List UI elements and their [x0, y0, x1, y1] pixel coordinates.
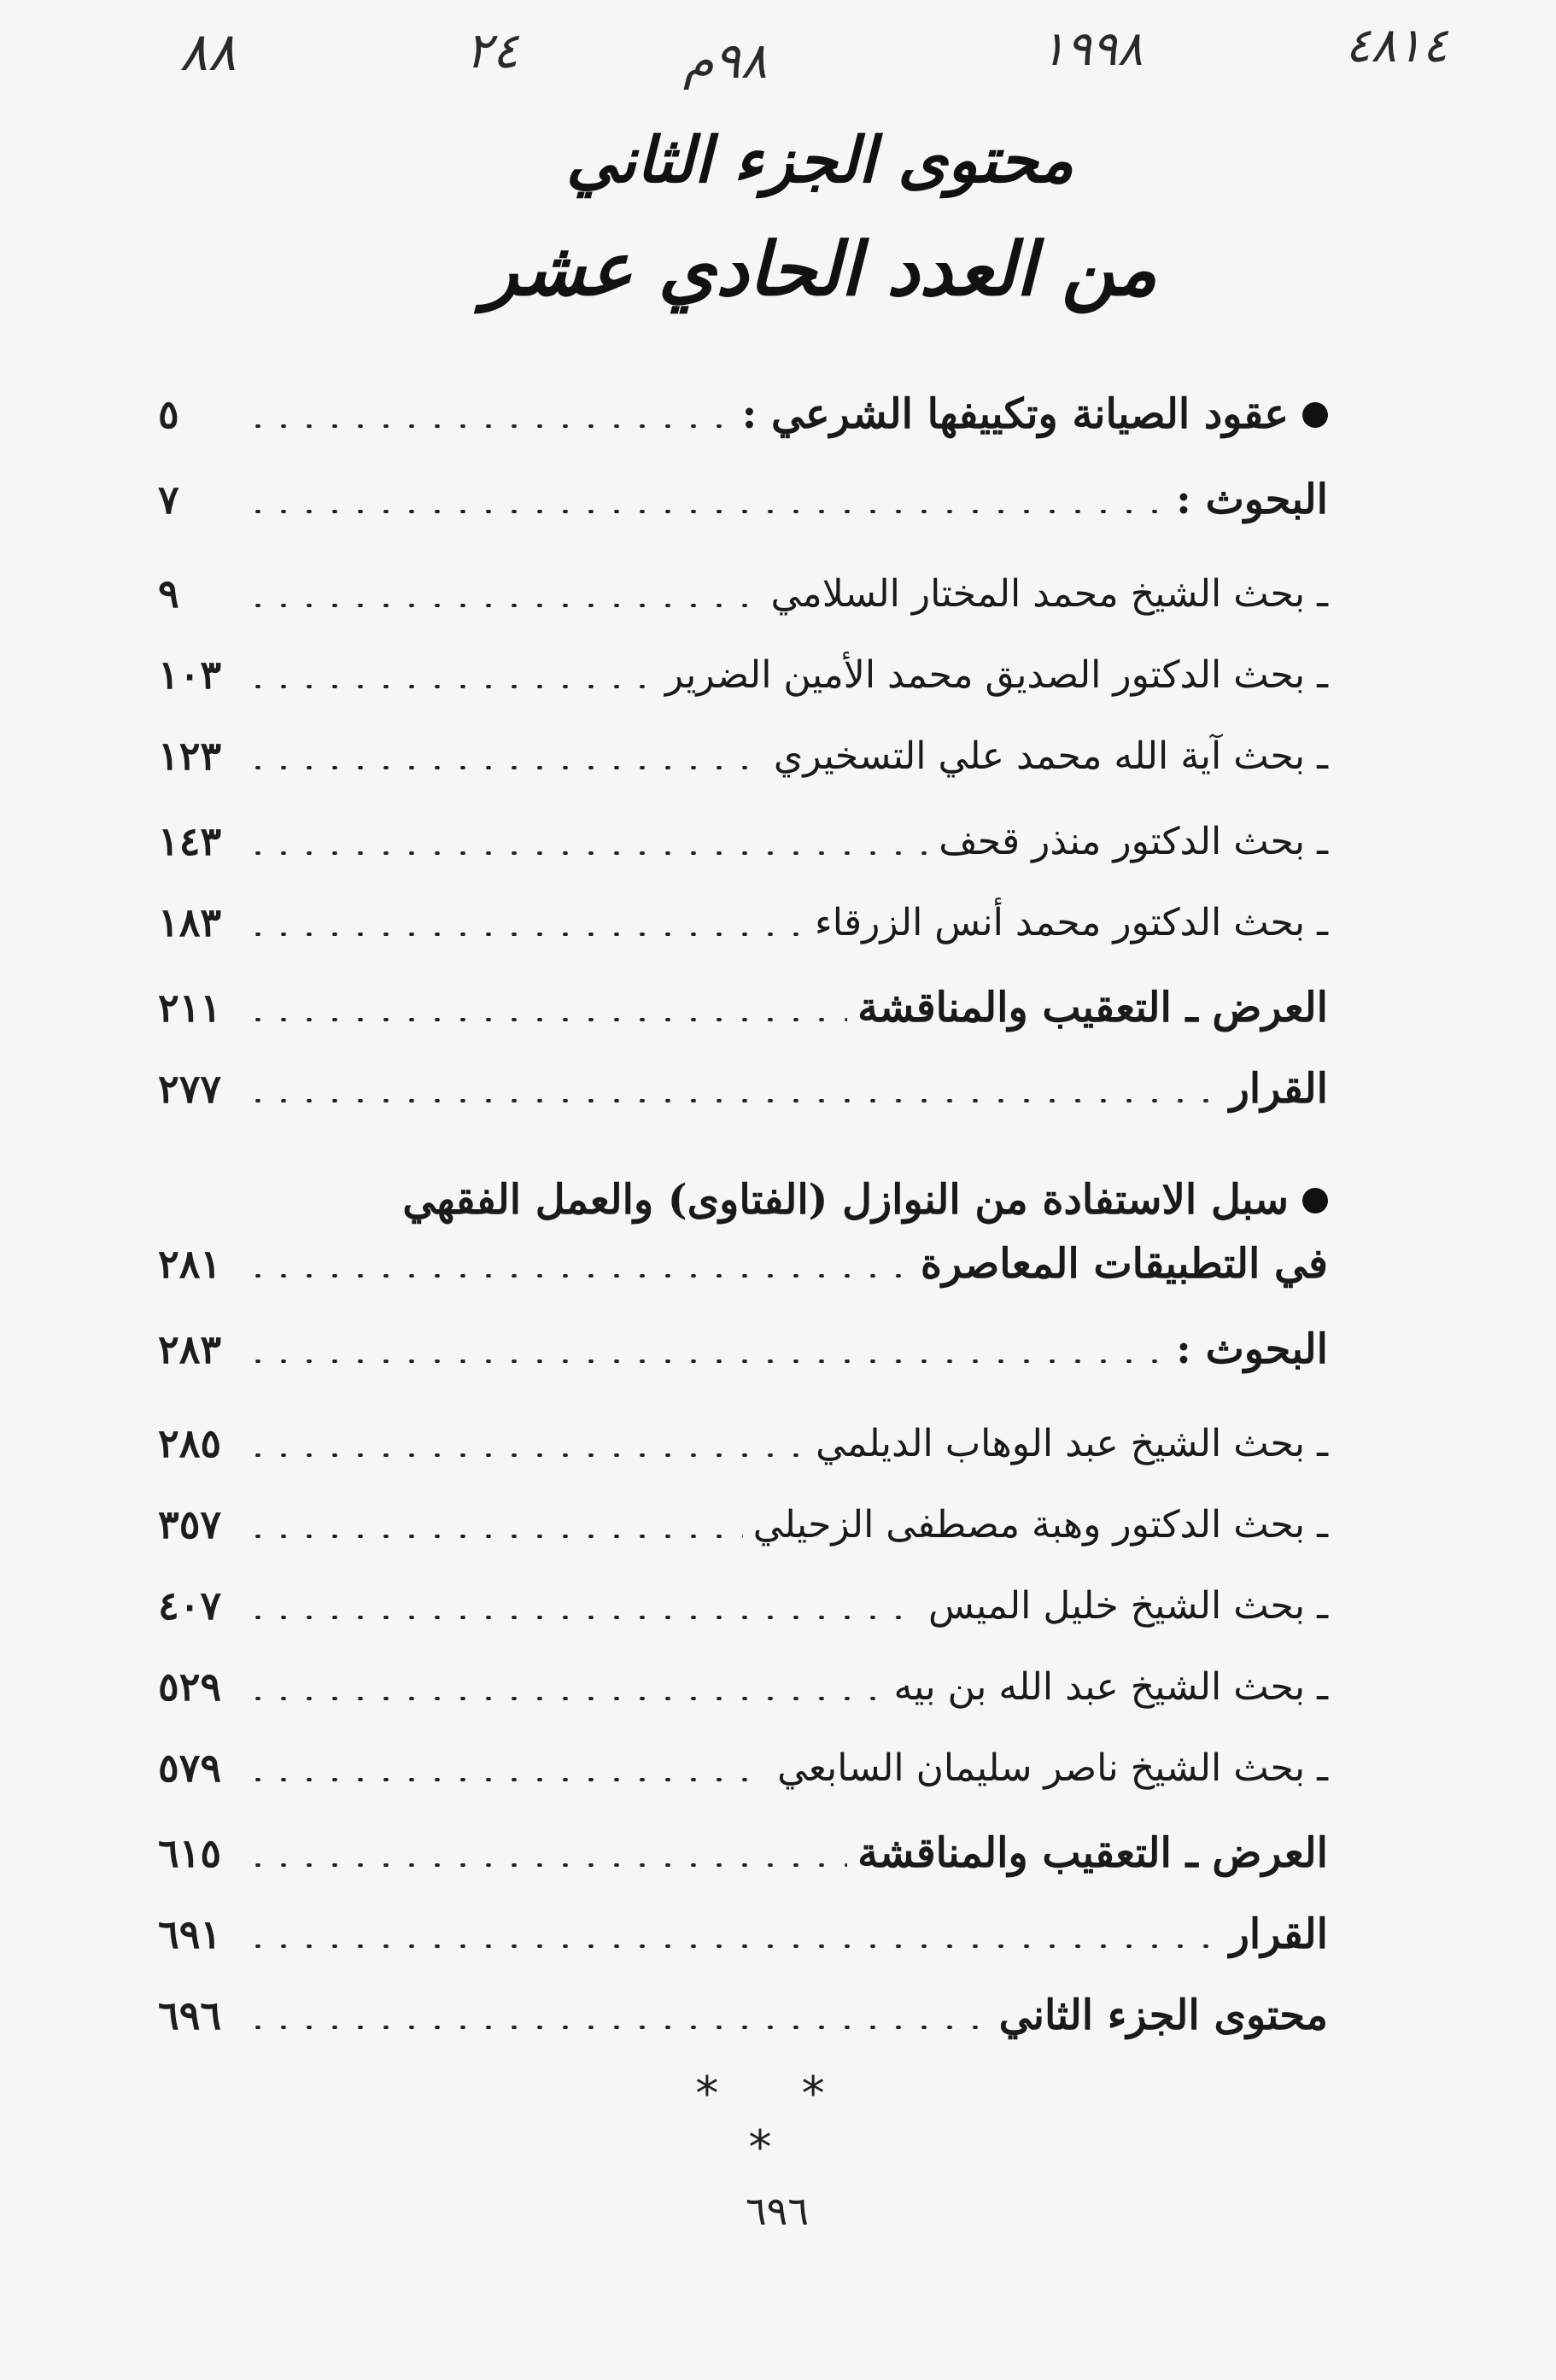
dot-leader — [245, 1453, 805, 1457]
toc-entry-text: البحوث : — [1176, 476, 1328, 523]
toc-entry-page: ٢٧٧ — [158, 1066, 222, 1112]
toc-entry-text: العرض ـ التعقيب والمناقشة — [857, 984, 1328, 1032]
toc-entry — [158, 1055, 1328, 1123]
toc-entry — [158, 1230, 1328, 1298]
toc-entry-title — [857, 984, 1328, 1032]
dot-leader — [245, 1535, 743, 1538]
toc-entry-title — [928, 1584, 1328, 1628]
toc-entry-page: ٢٨٣ — [158, 1326, 222, 1372]
toc-entry-title — [815, 901, 1328, 944]
dot-leader — [245, 1099, 1220, 1102]
toc-entry-page: ٢٨١ — [158, 1241, 222, 1287]
toc-entry-text: في التطبيقات المعاصرة — [920, 1240, 1328, 1288]
toc-entry — [158, 559, 1328, 628]
dot-leader — [245, 2026, 989, 2029]
dot-leader — [245, 1274, 910, 1278]
toc-entry-text: ـ بحث الدكتور وهبة مصطفى الزحيلي — [752, 1502, 1328, 1547]
page-title-line-1: محتوى الجزء الثاني — [565, 124, 1074, 197]
dot-leader — [245, 1697, 884, 1700]
toc-entry-text: سبل الاستفادة من النوازل (الفتاوى) والعمل الفقهي — [402, 1176, 1289, 1224]
dot-leader — [245, 933, 804, 936]
toc-entry-title — [742, 390, 1328, 438]
toc-entry-text: ـ بحث الدكتور الصديق محمد الأمين الضرير — [664, 652, 1328, 697]
toc-entry — [158, 722, 1328, 790]
page-title-line-2: من العدد الحادي عشر — [483, 226, 1157, 313]
toc-entry-text: ـ بحث آية الله محمد علي التسخيري — [773, 734, 1328, 778]
toc-entry-text: ـ بحث الشيخ خليل الميس — [927, 1583, 1328, 1628]
toc-entry-title — [774, 734, 1328, 778]
toc-entry-page: ٢٨٥ — [158, 1420, 222, 1466]
dot-leader — [245, 1778, 767, 1781]
toc-entry-page: ٥٢٩ — [158, 1664, 222, 1710]
toc-entry-title — [1230, 1910, 1328, 1958]
dot-leader — [245, 1863, 847, 1867]
dot-leader — [245, 1360, 1166, 1363]
toc-entry-text: القرار — [1229, 1065, 1328, 1113]
toc-entry-page: ١٢٣ — [158, 733, 222, 779]
toc-entry — [158, 380, 1328, 448]
toc-entry-text: ـ بحث الشيخ عبد الوهاب الديلمي — [816, 1421, 1328, 1465]
dot-leader — [245, 1018, 847, 1021]
toc-entry — [158, 1819, 1328, 1887]
handwritten-note-2: ٢٤ — [465, 21, 519, 79]
dot-leader — [245, 685, 655, 688]
toc-entry-text: القرار — [1229, 1910, 1328, 1958]
dot-leader — [245, 1210, 392, 1213]
toc-entry-title — [894, 1665, 1329, 1709]
toc-entry-page: ٥ — [158, 391, 179, 437]
toc-entry-text: محتوى الجزء الثاني — [998, 1991, 1328, 2039]
toc-entry — [158, 888, 1328, 956]
toc-entry-page: ٧ — [158, 477, 179, 523]
toc-entry-title — [770, 572, 1328, 616]
toc-entry-page: ١٤٣ — [158, 818, 222, 864]
handwritten-note-1: ٨٨ — [179, 20, 237, 83]
dot-leader — [245, 510, 1166, 513]
toc-entry-page: ٩ — [158, 570, 179, 617]
toc-entry — [158, 807, 1328, 875]
dot-leader — [245, 424, 732, 428]
toc-entry-title — [816, 1422, 1328, 1465]
dot-leader — [245, 766, 763, 769]
dot-leader — [245, 1616, 918, 1619]
toc-entry-title — [1176, 476, 1328, 523]
toc-entry — [158, 1166, 1328, 1234]
toc-entry-text: ـ بحث الدكتور محمد أنس الزرقاء — [815, 900, 1328, 944]
handwritten-note-5: ٤٨١٤ — [1345, 18, 1448, 73]
toc-entry-text: ـ بحث الدكتور منذر قحف — [939, 819, 1328, 863]
toc-entry-title — [753, 1503, 1328, 1547]
toc-entry-text: عقود الصيانة وتكييفها الشرعي : — [741, 390, 1289, 438]
toc-entry-text: العرض ـ التعقيب والمناقشة — [857, 1829, 1328, 1877]
handwritten-note-4: ١٩٩٨ — [1040, 21, 1144, 77]
separator-stars: * * * — [695, 2067, 859, 2174]
toc-entry-title — [999, 1991, 1328, 2039]
handwritten-note-3: ٩٨م — [683, 32, 768, 90]
bullet-icon — [1302, 402, 1328, 428]
toc-entry — [158, 1981, 1328, 2050]
toc-entry-title — [777, 1746, 1328, 1790]
bullet-icon — [1302, 1188, 1328, 1213]
toc-entry — [158, 1571, 1328, 1640]
toc-entry-title — [921, 1240, 1328, 1288]
toc-entry — [158, 1409, 1328, 1477]
toc-entry-text: ـ بحث الشيخ محمد المختار السلامي — [770, 571, 1328, 616]
toc-entry — [158, 640, 1328, 709]
toc-entry-text: البحوث : — [1176, 1325, 1328, 1373]
toc-entry — [158, 1490, 1328, 1558]
toc-entry — [158, 1652, 1328, 1721]
toc-entry-text: ـ بحث الشيخ عبد الله بن بيه — [893, 1664, 1328, 1709]
toc-entry-page: ٢١١ — [158, 985, 222, 1031]
dot-leader — [245, 851, 928, 855]
toc-entry-title — [665, 653, 1328, 697]
toc-entry-title — [1230, 1065, 1328, 1113]
toc-entry-title — [857, 1829, 1328, 1877]
toc-entry — [158, 974, 1328, 1042]
toc-entry — [158, 1900, 1328, 1968]
toc-entry-title — [1176, 1325, 1328, 1373]
dot-leader — [245, 604, 760, 607]
toc-entry-page: ٦٩١ — [158, 1911, 222, 1957]
dot-leader — [245, 1944, 1220, 1948]
toc-entry-page: ٦١٥ — [158, 1830, 222, 1876]
toc-entry-title — [402, 1176, 1328, 1224]
toc-entry-page: ٥٧٩ — [158, 1745, 222, 1791]
toc-entry-page: ٦٩٦ — [158, 1992, 222, 2038]
toc-entry — [158, 1315, 1328, 1383]
toc-entry-page: ٤٠٧ — [158, 1582, 222, 1629]
page-number: ٦٩٦ — [745, 2188, 810, 2234]
toc-entry — [158, 465, 1328, 534]
toc-entry-page: ١٠٣ — [158, 652, 222, 698]
toc-entry-page: ١٨٣ — [158, 899, 222, 945]
toc-entry — [158, 1734, 1328, 1802]
toc-entry-text: ـ بحث الشيخ ناصر سليمان السابعي — [777, 1746, 1328, 1790]
toc-entry-title — [939, 820, 1328, 863]
toc-entry-page: ٣٥٧ — [158, 1501, 222, 1547]
